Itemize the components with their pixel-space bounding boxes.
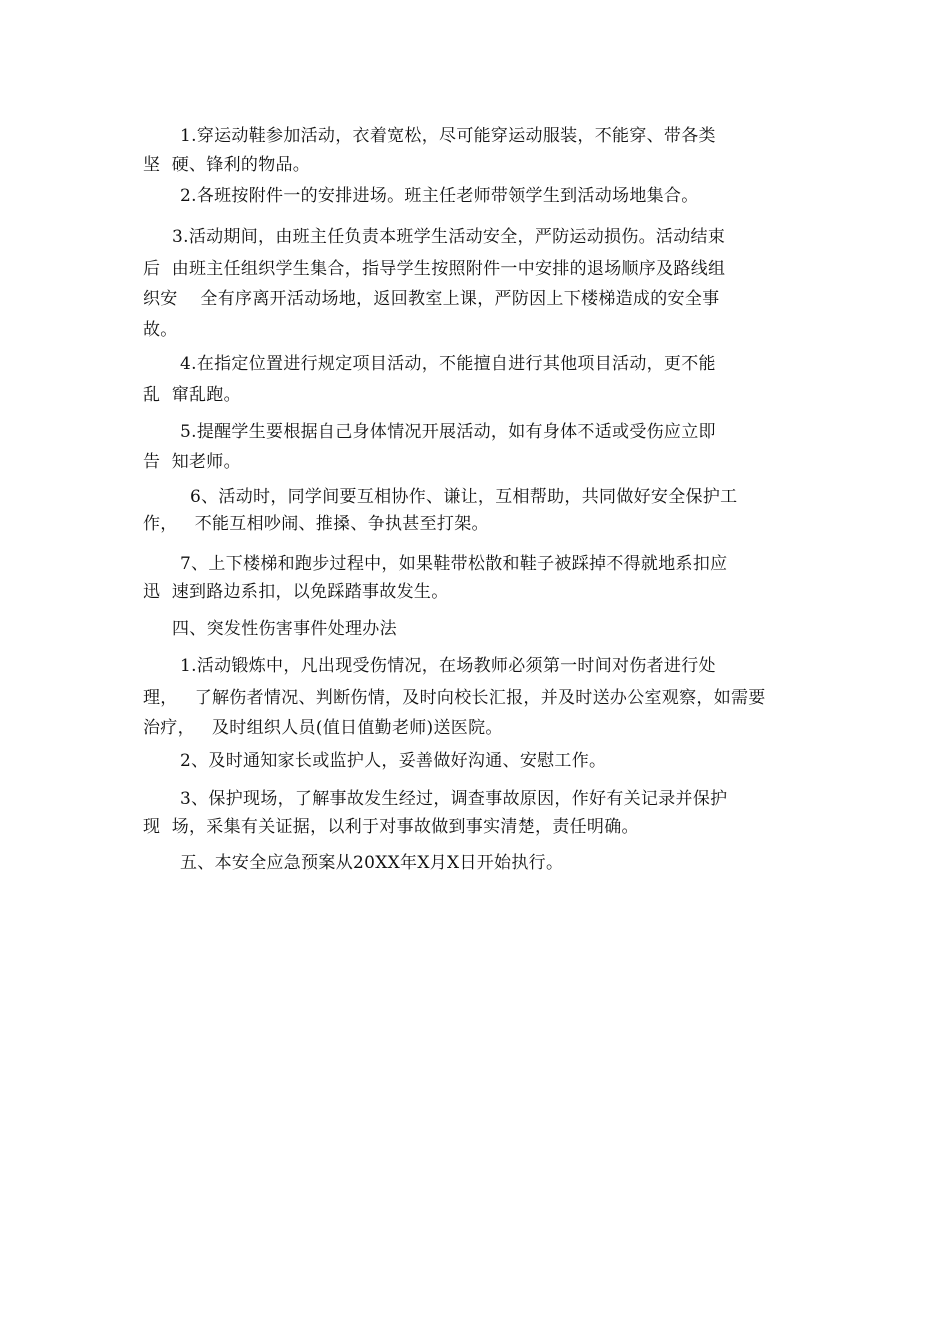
procedure-3-line-1: 3、保护现场，了解事故发生经过，调查事故原因，作好有关记录并保护 [180, 789, 728, 809]
rule-1-line-1: 1.穿运动鞋参加活动，衣着宽松，尽可能穿运动服装，不能穿、带各类 [180, 126, 716, 146]
procedure-1-line-3: 治疗， 及时组织人员(值日值勤老师)送医院。 [143, 718, 503, 738]
procedure-3-line-2: 现 场，采集有关证据，以利于对事故做到事实清楚，责任明确。 [143, 817, 639, 837]
rule-5-line-2: 告 知老师。 [143, 452, 241, 472]
procedure-2-line: 2、及时通知家长或监护人，妥善做好沟通、安慰工作。 [180, 751, 607, 771]
rule-5-line-1: 5.提醒学生要根据自己身体情况开展活动，如有身体不适或受伤应立即 [180, 422, 716, 442]
procedure-1-line-1: 1.活动锻炼中，凡出现受伤情况，在场教师必须第一时间对伤者进行处 [180, 656, 716, 676]
procedure-1-line-2: 理， 了解伤者情况、判断伤情，及时向校长汇报，并及时送办公室观察，如需要 [143, 688, 766, 708]
rule-2-line: 2.各班按附件一的安排进场。班主任老师带领学生到活动场地集合。 [180, 186, 699, 206]
rule-6-line-2: 作， 不能互相吵闹、推搡、争执甚至打架。 [143, 514, 489, 534]
rule-7-line-2: 迅 速到路边系扣，以免踩踏事故发生。 [143, 582, 449, 602]
rule-1-line-2: 坚 硬、锋利的物品。 [143, 155, 311, 175]
rule-3-line-4: 故。 [143, 320, 178, 340]
section-heading-4: 四、突发性伤害事件处理办法 [172, 619, 397, 639]
rule-3-line-2: 后 由班主任组织学生集合，指导学生按照附件一中安排的退场顺序及路线组 [143, 259, 726, 279]
rule-7-line-1: 7、上下楼梯和跑步过程中，如果鞋带松散和鞋子被踩掉不得就地系扣应 [180, 554, 728, 574]
rule-3-line-3: 织安 全有序离开活动场地，返回教室上课，严防因上下楼梯造成的安全事 [143, 289, 720, 309]
rule-3-line-1: 3.活动期间，由班主任负责本班学生活动安全，严防运动损伤。活动结束 [172, 227, 726, 247]
rule-4-line-1: 4.在指定位置进行规定项目活动，不能擅自进行其他项目活动，更不能 [180, 354, 716, 374]
rule-6-line-1: 6、活动时，同学间要互相协作、谦让，互相帮助，共同做好安全保护工 [190, 487, 738, 507]
section-heading-5: 五、本安全应急预案从20XX年X月X日开始执行。 [180, 853, 564, 873]
rule-4-line-2: 乱 窜乱跑。 [143, 385, 241, 405]
